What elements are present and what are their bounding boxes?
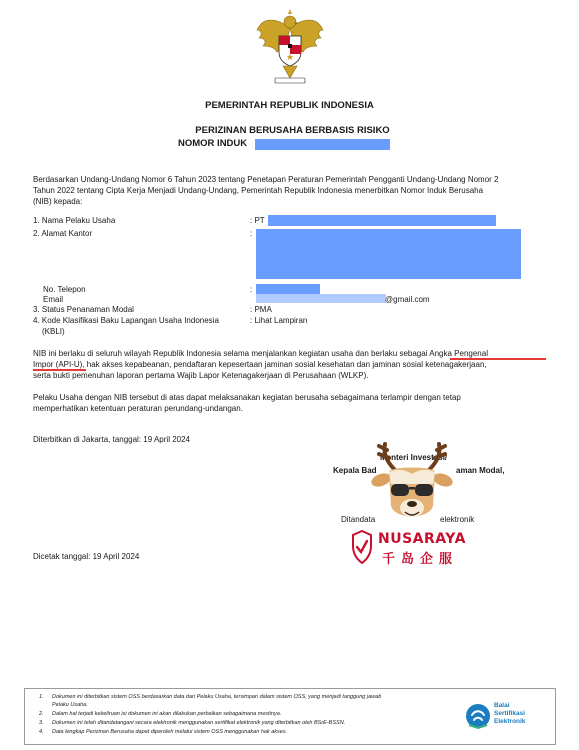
telepon-redaction	[256, 284, 320, 294]
bsre-logo-icon	[465, 701, 491, 731]
signed-electronically-b: elektronik	[440, 515, 475, 524]
validity-line-3: serta bukti pemenuhan laporan pertama Wajib Lapor Ketenagakerjaan di Perusahaan (WLKP).	[33, 371, 369, 380]
minister-title: Menteri Investasi/	[380, 453, 448, 462]
footer-note-2: Dalam hal terjadi kekeliruan isi dokumen ini akan dilakukan perbaikan sebagaimana mestinya.	[52, 711, 282, 717]
bsre-line-3: Elektronik	[494, 718, 526, 725]
footer-num-4: 4.	[39, 729, 44, 735]
printed-date: Dicetak tanggal: 19 April 2024	[33, 552, 140, 561]
bsre-line-1: Balai	[494, 702, 510, 709]
watermark-chinese: 千岛企服	[382, 552, 459, 567]
alamat-kantor-label: 2. Alamat Kantor	[33, 229, 93, 238]
document-subtitle: PERIZINAN BERUSAHA BERBASIS RISIKO	[195, 125, 390, 136]
signed-electronically-a: Ditandata	[341, 515, 376, 524]
footer-num-3: 3.	[39, 720, 44, 726]
footer-note-1b: Pelaku Usaha.	[52, 702, 88, 708]
status-penanaman-modal-value: : PMA	[250, 305, 272, 314]
activity-line-1: Pelaku Usaha dengan NIB tersebut di atas dapat melaksanakan kegiatan berusaha sebagaimana terlampir dengan tetap	[33, 393, 461, 402]
validity-line-2: Impor (API-U), hak akses kepabeanan, pendaftaran kepesertaan jaminan sosial kesehatan dan jaminan sosial ketenagakerjaan,	[33, 360, 487, 369]
alamat-kantor-value: :	[250, 229, 253, 238]
kepala-title-a: Kepala Bad	[333, 466, 377, 475]
kbli-label: 4. Kode Klasifikasi Baku Lapangan Usaha Indonesia	[33, 316, 219, 325]
activity-line-2: memperhatikan ketentuan peraturan perundang-undangan.	[33, 404, 243, 413]
telepon-value: :	[250, 285, 253, 294]
kepala-title-b: aman Modal,	[456, 466, 505, 475]
government-title: PEMERINTAH REPUBLIK INDONESIA	[205, 100, 374, 111]
nib-label: NOMOR INDUK	[178, 138, 248, 149]
alamat-redaction	[256, 229, 521, 279]
email-value: @gmail.com	[385, 295, 430, 304]
nama-redaction	[268, 215, 496, 226]
email-redaction	[256, 294, 386, 303]
intro-line-2: Tahun 2022 tentang Cipta Kerja Menjadi Undang-Undang, Pemerintah Republik Indonesia menerbitkan Nomor Induk Berusaha	[33, 186, 484, 195]
shield-check-icon	[352, 530, 372, 564]
validity-line-1: NIB ini berlaku di seluruh wilayah Republik Indonesia selama menjalankan kegiatan usaha dan berlaku sebagai Angka Pengenal	[33, 349, 488, 358]
bsre-line-2: Sertifikasi	[494, 710, 526, 717]
api-underline-1	[450, 358, 546, 360]
footer-note-4: Data lengkap Perizinan Berusaha dapat diperoleh melalui sistem OSS menggunakan hak akses.	[52, 729, 288, 735]
api-underline-2	[33, 369, 86, 371]
intro-line-3: (NIB) kepada:	[33, 197, 83, 206]
email-label: Email	[43, 295, 64, 304]
footer-note-3: Dokumen ini telah ditandatangani secara elektronik menggunakan sertifikat elektronik yang diterbitkan oleh BSrE-BSSN.	[52, 720, 346, 726]
footer-num-2: 2.	[39, 711, 44, 717]
intro-line-1: Berdasarkan Undang-Undang Nomor 6 Tahun 2023 tentang Penetapan Peraturan Pemerintah Pengganti Undang-Undang Nomor 2	[33, 175, 499, 184]
kbli-value: : Lihat Lampiran	[250, 316, 308, 325]
telepon-label: No. Telepon	[43, 285, 86, 294]
footer-num-1: 1.	[39, 694, 44, 700]
status-penanaman-modal-label: 3. Status Penanaman Modal	[33, 305, 134, 314]
garuda-emblem-icon	[255, 8, 325, 86]
nama-pelaku-usaha-value: : PT	[250, 216, 265, 225]
nib-number-redaction	[255, 139, 390, 150]
issued-place-date: Diterbitkan di Jakarta, tanggal: 19 April 2024	[33, 435, 190, 444]
nama-pelaku-usaha-label: 1. Nama Pelaku Usaha	[33, 216, 116, 225]
deer-mascot-icon	[367, 440, 457, 532]
kbli-label-cont: (KBLI)	[42, 327, 65, 336]
watermark-brand: NUSARAYA	[378, 531, 466, 547]
footer-note-1a: Dokumen ini diterbitkan sistem OSS berdasarkan data dari Pelaku Usaha, tersimpan dalam sistem OSS, yang menjadi tanggung jawab	[52, 694, 382, 700]
footer-notes-box	[24, 688, 556, 745]
